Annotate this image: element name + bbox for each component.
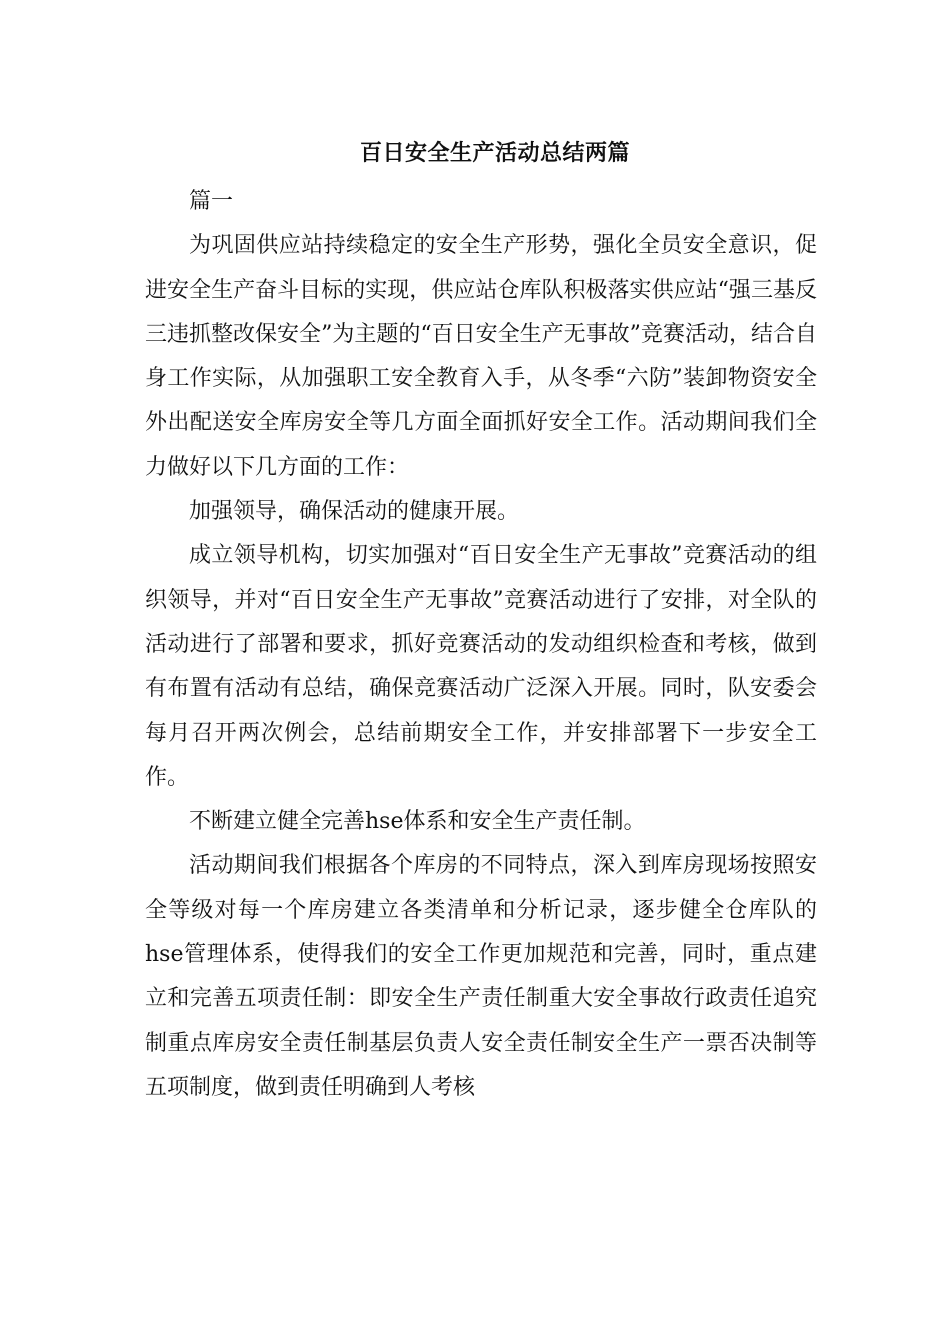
paragraph-leadership: 成立领导机构，切实加强对“百日安全生产无事故”竞赛活动的组织领导，并对“百日安全生产无事故”竞赛活动进行了安排，对全队的活动进行了部署和要求，抓好竞赛活动的发动组织检查和考核，做到有布置有活动有总结，确保竞赛活动广泛深入开展。同时，队安委会每月召开两次例会，总结前期安全工作，并安排部署下一步安全工作。: [145, 543, 817, 790]
paragraph-intro: 为巩固供应站持续稳定的安全生产形势，强化全员安全意识，促进安全生产奋斗目标的实现，供应站仓库队积极落实供应站“强三基反三违抓整改保安全”为主题的“百日安全生产无事故”竞赛活动，结合自身工作实际，从加强职工安全教育入手，从冬季“六防”装卸物资安全外出配送安全库房安全等几方面全面抓好安全工作。活动期间我们全力做好以下几方面的工作：: [145, 233, 817, 480]
document-title: 百日安全生产活动总结两篇: [359, 140, 630, 166]
paragraph-heading-hse: 不断建立健全完善hse体系和安全生产责任制。: [189, 809, 646, 835]
document-body: [145, 180, 817, 1110]
paragraph-hse: 活动期间我们根据各个库房的不同特点，深入到库房现场按照安全等级对每一个库房建立各类清单和分析记录，逐步健全仓库队的hse管理体系，使得我们的安全工作更加规范和完善，同时，重点建立和完善五项责任制：即安全生产责任制重大安全事故行政责任追究制重点库房安全责任制基层负责人安全责任制安全生产一票否决制等五项制度，做到责任明确到人考核: [145, 853, 817, 1100]
section-label: 篇一: [189, 189, 234, 214]
paragraph-heading-leadership: 加强领导，确保活动的健康开展。: [189, 499, 520, 525]
